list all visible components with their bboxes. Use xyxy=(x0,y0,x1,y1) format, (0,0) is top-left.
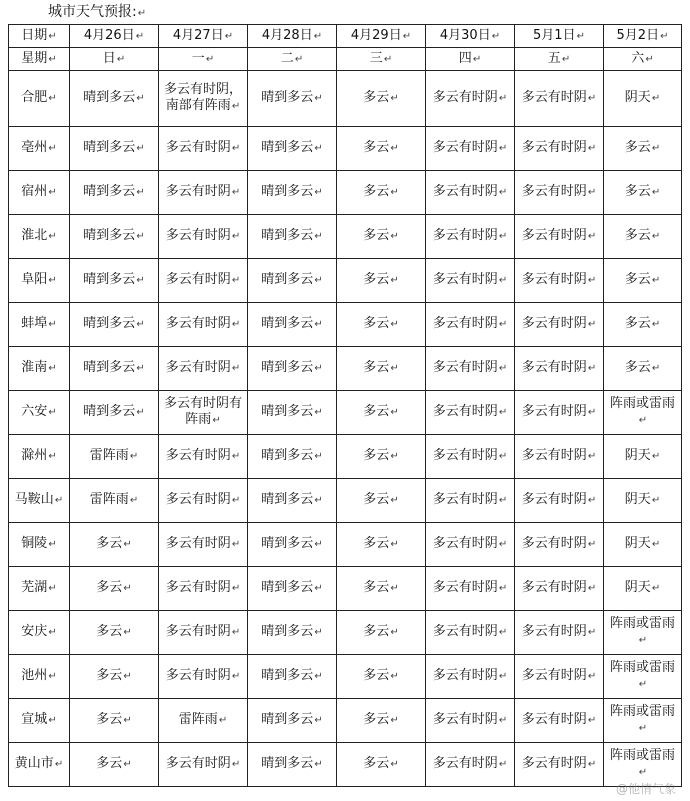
forecast-cell: 多云↵ xyxy=(337,391,426,435)
table-row xyxy=(9,523,682,567)
forecast-cell: 多云有时阴有阵雨↵ xyxy=(159,391,248,435)
forecast-cell: 阵雨或雷雨↵ xyxy=(604,655,682,699)
forecast-cell: 阴天↵ xyxy=(604,523,682,567)
forecast-cell: 多云有时阴↵ xyxy=(426,71,515,127)
forecast-cell: 晴到多云↵ xyxy=(248,699,337,743)
forecast-cell: 晴到多云↵ xyxy=(248,743,337,787)
forecast-cell: 晴到多云↵ xyxy=(248,303,337,347)
header-weekday-cell: 六↵ xyxy=(604,48,682,71)
header-weekday-cell: 一↵ xyxy=(159,48,248,71)
paragraph-mark: ↵ xyxy=(137,8,147,19)
forecast-cell: 多云有时阴↵ xyxy=(426,215,515,259)
header-weekday-label: 星期↵ xyxy=(9,48,70,71)
forecast-cell: 多云↵ xyxy=(337,127,426,171)
forecast-cell: 多云↵ xyxy=(337,71,426,127)
forecast-cell: 多云有时阴↵ xyxy=(159,215,248,259)
forecast-cell: 晴到多云↵ xyxy=(248,523,337,567)
forecast-cell: 多云有时阴↵ xyxy=(159,303,248,347)
forecast-cell: 多云有时阴↵ xyxy=(159,127,248,171)
city-name-cell: 六安↵ xyxy=(9,391,70,435)
forecast-cell: 晴到多云↵ xyxy=(70,171,159,215)
forecast-cell: 多云↵ xyxy=(604,215,682,259)
table-row xyxy=(9,435,682,479)
forecast-cell: 多云有时阴↵ xyxy=(515,171,604,215)
forecast-cell: 多云有时阴↵ xyxy=(426,479,515,523)
forecast-cell: 晴到多云↵ xyxy=(248,127,337,171)
table-row xyxy=(9,699,682,743)
forecast-cell: 晴到多云↵ xyxy=(248,655,337,699)
forecast-cell: 多云↵ xyxy=(70,743,159,787)
forecast-cell: 多云↵ xyxy=(337,523,426,567)
forecast-cell: 阴天↵ xyxy=(604,71,682,127)
forecast-cell: 多云↵ xyxy=(604,303,682,347)
header-date-cell: 4月28日↵ xyxy=(248,25,337,48)
forecast-cell: 阴天↵ xyxy=(604,567,682,611)
forecast-cell: 多云↵ xyxy=(604,171,682,215)
forecast-cell: 多云↵ xyxy=(337,347,426,391)
forecast-cell: 晴到多云↵ xyxy=(248,611,337,655)
forecast-cell: 晴到多云↵ xyxy=(248,391,337,435)
header-weekday-cell: 二↵ xyxy=(248,48,337,71)
forecast-cell: 多云↵ xyxy=(337,699,426,743)
forecast-cell: 晴到多云↵ xyxy=(70,71,159,127)
watermark: @他情气象 xyxy=(615,782,676,796)
forecast-cell: 雷阵雨↵ xyxy=(70,479,159,523)
forecast-cell: 晴到多云↵ xyxy=(248,347,337,391)
city-name-cell: 淮南↵ xyxy=(9,347,70,391)
forecast-cell: 多云有时阴↵ xyxy=(515,655,604,699)
table-row xyxy=(9,259,682,303)
forecast-cell: 晴到多云↵ xyxy=(70,303,159,347)
forecast-cell: 多云有时阴↵ xyxy=(515,743,604,787)
forecast-cell: 多云↵ xyxy=(337,171,426,215)
forecast-cell: 多云↵ xyxy=(70,611,159,655)
forecast-cell: 多云有时阴↵ xyxy=(515,347,604,391)
forecast-cell: 晴到多云↵ xyxy=(248,479,337,523)
forecast-cell: 多云有时阴↵ xyxy=(159,171,248,215)
forecast-cell: 多云有时阴↵ xyxy=(159,347,248,391)
forecast-cell: 多云有时阴↵ xyxy=(426,655,515,699)
city-name-cell: 淮北↵ xyxy=(9,215,70,259)
forecast-cell: 多云有时阴↵ xyxy=(515,479,604,523)
forecast-cell: 多云↵ xyxy=(337,611,426,655)
table-row xyxy=(9,71,682,127)
forecast-cell: 多云有时阴↵ xyxy=(515,435,604,479)
forecast-cell: 多云有时阴↵ xyxy=(515,303,604,347)
table-row xyxy=(9,127,682,171)
forecast-cell: 多云有时阴↵ xyxy=(426,347,515,391)
forecast-table xyxy=(8,24,682,787)
forecast-cell: 阵雨或雷雨↵ xyxy=(604,611,682,655)
table-row xyxy=(9,391,682,435)
forecast-cell: 多云有时阴↵ xyxy=(426,303,515,347)
city-name-cell: 池州↵ xyxy=(9,655,70,699)
city-name-cell: 滁州↵ xyxy=(9,435,70,479)
city-name-cell: 铜陵↵ xyxy=(9,523,70,567)
header-date-cell: 4月29日↵ xyxy=(337,25,426,48)
city-name-cell: 安庆↵ xyxy=(9,611,70,655)
city-name-cell: 马鞍山↵ xyxy=(9,479,70,523)
forecast-cell: 多云↵ xyxy=(604,347,682,391)
city-name-cell: 阜阳↵ xyxy=(9,259,70,303)
forecast-cell: 多云有时阴↵ xyxy=(515,611,604,655)
table-row xyxy=(9,215,682,259)
forecast-cell: 多云有时阴↵ xyxy=(426,171,515,215)
forecast-cell: 多云↵ xyxy=(337,567,426,611)
forecast-cell: 多云有时阴↵ xyxy=(159,743,248,787)
header-weekday-cell: 五↵ xyxy=(515,48,604,71)
table-row xyxy=(9,743,682,787)
forecast-cell: 多云↵ xyxy=(337,303,426,347)
forecast-cell: 多云有时阴↵ xyxy=(426,523,515,567)
forecast-cell: 雷阵雨↵ xyxy=(70,435,159,479)
forecast-cell: 多云有时阴↵ xyxy=(159,567,248,611)
table-row xyxy=(9,479,682,523)
forecast-cell: 阴天↵ xyxy=(604,479,682,523)
city-name-cell: 黄山市↵ xyxy=(9,743,70,787)
forecast-cell: 晴到多云↵ xyxy=(248,171,337,215)
forecast-cell: 多云↵ xyxy=(337,215,426,259)
forecast-cell: 多云↵ xyxy=(70,567,159,611)
forecast-cell: 多云有时阴↵ xyxy=(426,391,515,435)
forecast-cell: 多云有时阴↵ xyxy=(426,127,515,171)
forecast-cell: 晴到多云↵ xyxy=(70,259,159,303)
table-row xyxy=(9,347,682,391)
forecast-cell: 晴到多云↵ xyxy=(248,71,337,127)
forecast-cell: 多云有时阴↵ xyxy=(159,611,248,655)
forecast-cell: 多云↵ xyxy=(70,523,159,567)
header-date-cell: 4月30日↵ xyxy=(426,25,515,48)
header-date-cell: 5月1日↵ xyxy=(515,25,604,48)
forecast-cell: 多云有时阴↵ xyxy=(515,699,604,743)
city-name-cell: 合肥↵ xyxy=(9,71,70,127)
forecast-cell: 多云有时阴↵ xyxy=(426,743,515,787)
header-weekday-cell: 日↵ xyxy=(70,48,159,71)
forecast-cell: 晴到多云↵ xyxy=(248,259,337,303)
city-name-cell: 芜湖↵ xyxy=(9,567,70,611)
forecast-cell: 多云有时阴↵ xyxy=(159,259,248,303)
forecast-cell: 多云有时阴↵ xyxy=(515,259,604,303)
forecast-cell: 多云有时阴↵ xyxy=(515,215,604,259)
forecast-cell: 多云有时阴↵ xyxy=(159,479,248,523)
forecast-cell: 阵雨或雷雨↵ xyxy=(604,699,682,743)
city-name-cell: 宣城↵ xyxy=(9,699,70,743)
table-row xyxy=(9,611,682,655)
city-name-cell: 蚌埠↵ xyxy=(9,303,70,347)
forecast-cell: 多云↵ xyxy=(337,259,426,303)
forecast-cell: 多云有时阴↵ xyxy=(159,523,248,567)
forecast-cell: 多云↵ xyxy=(337,479,426,523)
forecast-cell: 多云↵ xyxy=(337,743,426,787)
forecast-cell: 多云有时阴，南部有阵雨↵ xyxy=(159,71,248,127)
table-row xyxy=(9,567,682,611)
forecast-cell: 晴到多云↵ xyxy=(248,567,337,611)
weekday-header-row xyxy=(9,48,682,71)
forecast-cell: 多云有时阴↵ xyxy=(515,127,604,171)
header-weekday-cell: 四↵ xyxy=(426,48,515,71)
table-row xyxy=(9,303,682,347)
forecast-cell: 多云有时阴↵ xyxy=(515,523,604,567)
forecast-cell: 多云↵ xyxy=(604,127,682,171)
header-date-cell: 4月26日↵ xyxy=(70,25,159,48)
city-name-cell: 亳州↵ xyxy=(9,127,70,171)
forecast-cell: 阵雨或雷雨↵ xyxy=(604,743,682,787)
forecast-cell: 晴到多云↵ xyxy=(70,391,159,435)
header-weekday-cell: 三↵ xyxy=(337,48,426,71)
forecast-cell: 多云有时阴↵ xyxy=(159,655,248,699)
forecast-cell: 多云↵ xyxy=(604,259,682,303)
forecast-cell: 多云有时阴↵ xyxy=(515,391,604,435)
table-row xyxy=(9,171,682,215)
forecast-cell: 晴到多云↵ xyxy=(248,435,337,479)
forecast-cell: 阴天↵ xyxy=(604,435,682,479)
forecast-cell: 多云有时阴↵ xyxy=(159,435,248,479)
forecast-cell: 多云有时阴↵ xyxy=(426,699,515,743)
forecast-cell: 多云↵ xyxy=(337,655,426,699)
table-row xyxy=(9,655,682,699)
forecast-cell: 阵雨或雷雨↵ xyxy=(604,391,682,435)
date-header-row xyxy=(9,25,682,48)
forecast-cell: 晴到多云↵ xyxy=(70,127,159,171)
header-date-cell: 5月2日↵ xyxy=(604,25,682,48)
forecast-cell: 多云↵ xyxy=(70,655,159,699)
forecast-cell: 多云↵ xyxy=(70,699,159,743)
forecast-cell: 晴到多云↵ xyxy=(248,215,337,259)
forecast-cell: 多云有时阴↵ xyxy=(426,611,515,655)
forecast-cell: 多云有时阴↵ xyxy=(426,567,515,611)
forecast-cell: 多云↵ xyxy=(337,435,426,479)
forecast-cell: 雷阵雨↵ xyxy=(159,699,248,743)
forecast-cell: 晴到多云↵ xyxy=(70,215,159,259)
forecast-cell: 多云有时阴↵ xyxy=(426,435,515,479)
city-name-cell: 宿州↵ xyxy=(9,171,70,215)
forecast-cell: 多云有时阴↵ xyxy=(426,259,515,303)
forecast-cell: 晴到多云↵ xyxy=(70,347,159,391)
header-date-cell: 4月27日↵ xyxy=(159,25,248,48)
forecast-cell: 多云有时阴↵ xyxy=(515,567,604,611)
page-title: 城市天气预报:↵ xyxy=(48,4,147,20)
forecast-cell: 多云有时阴↵ xyxy=(515,71,604,127)
header-date-label: 日期↵ xyxy=(9,25,70,48)
